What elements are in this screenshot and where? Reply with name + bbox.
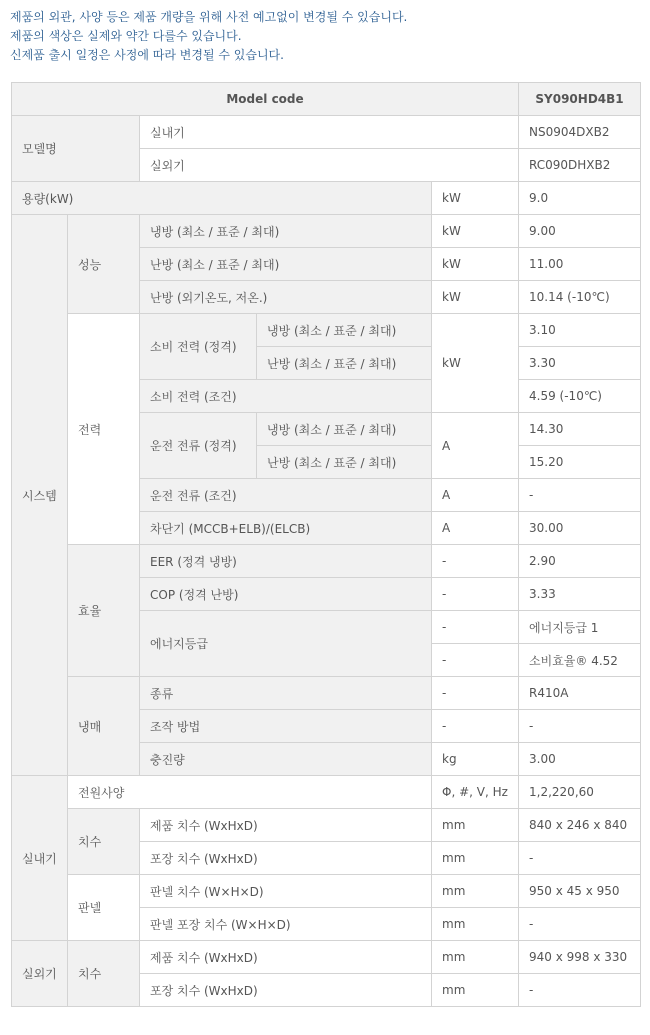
perf-heating-unit: kW [432, 248, 519, 281]
refrigerant-charge-label: 충진량 [140, 743, 432, 776]
consumption-cooling-value: 3.10 [519, 314, 641, 347]
indoor-product-dim-value: 840 x 246 x 840 [519, 809, 641, 842]
current-cooling-value: 14.30 [519, 413, 641, 446]
outdoor-package-dim-unit: mm [432, 974, 519, 1007]
eer-value: 2.90 [519, 545, 641, 578]
energy-efficiency-value: 소비효율® 4.52 [519, 644, 641, 677]
current-cooling-label: 냉방 (최소 / 표준 / 최대) [257, 413, 432, 446]
capacity-unit: kW [432, 182, 519, 215]
refrigerant-charge-value: 3.00 [519, 743, 641, 776]
table-row [12, 545, 641, 578]
indoor-dim-label: 치수 [68, 809, 140, 875]
outdoor-package-dim-label: 포장 치수 (WxHxD) [140, 974, 432, 1007]
consumption-cooling-label: 냉방 (최소 / 표준 / 최대) [257, 314, 432, 347]
indoor-model-value: NS0904DXB2 [519, 116, 641, 149]
performance-label: 성능 [68, 215, 140, 314]
outdoor-unit-label: 실외기 [12, 941, 68, 1007]
table-row [12, 809, 641, 842]
consumption-rated-label: 소비 전력 (정격) [140, 314, 257, 380]
indoor-product-dim-label: 제품 치수 (WxHxD) [140, 809, 432, 842]
perf-cooling-unit: kW [432, 215, 519, 248]
cop-unit: - [432, 578, 519, 611]
table-row [12, 875, 641, 908]
table-header-row [12, 83, 641, 116]
indoor-package-dim-unit: mm [432, 842, 519, 875]
panel-package-value: - [519, 908, 641, 941]
current-cond-label: 운전 전류 (조건) [140, 479, 432, 512]
perf-heating-label: 난방 (최소 / 표준 / 최대) [140, 248, 432, 281]
panel-package-label: 판넬 포장 치수 (W×H×D) [140, 908, 432, 941]
eer-unit: - [432, 545, 519, 578]
breaker-label: 차단기 (MCCB+ELB)/(ELCB) [140, 512, 432, 545]
perf-cooling-value: 9.00 [519, 215, 641, 248]
outdoor-package-dim-value: - [519, 974, 641, 1007]
consumption-unit: kW [432, 314, 519, 413]
panel-size-unit: mm [432, 875, 519, 908]
refrigerant-type-unit: - [432, 677, 519, 710]
table-row [12, 776, 641, 809]
current-heating-label: 난방 (최소 / 표준 / 최대) [257, 446, 432, 479]
indoor-unit-label: 실내기 [12, 776, 68, 941]
indoor-package-dim-label: 포장 치수 (WxHxD) [140, 842, 432, 875]
table-row [12, 215, 641, 248]
table-row [12, 677, 641, 710]
consumption-cond-value: 4.59 (-10℃) [519, 380, 641, 413]
refrigerant-method-unit: - [432, 710, 519, 743]
energy-efficiency-unit: - [432, 644, 519, 677]
cop-label: COP (정격 난방) [140, 578, 432, 611]
energy-grade-label: 에너지등급 [140, 611, 432, 677]
current-cond-unit: A [432, 479, 519, 512]
model-code-value: SY090HD4B1 [519, 83, 641, 116]
panel-size-value: 950 x 45 x 950 [519, 875, 641, 908]
perf-heating-low-label: 난방 (외기온도, 저온.) [140, 281, 432, 314]
outdoor-model-value: RC090DHXB2 [519, 149, 641, 182]
consumption-heating-label: 난방 (최소 / 표준 / 최대) [257, 347, 432, 380]
notice-line: 신제품 출시 일정은 사정에 따라 변경될 수 있습니다. [10, 48, 284, 62]
current-heating-value: 15.20 [519, 446, 641, 479]
model-name-label: 모델명 [12, 116, 140, 182]
current-unit: A [432, 413, 519, 479]
outdoor-product-dim-value: 940 x 998 x 330 [519, 941, 641, 974]
capacity-value: 9.0 [519, 182, 641, 215]
refrigerant-type-value: R410A [519, 677, 641, 710]
outdoor-product-dim-unit: mm [432, 941, 519, 974]
breaker-unit: A [432, 512, 519, 545]
refrigerant-label: 냉매 [68, 677, 140, 776]
power-spec-label: 전원사양 [68, 776, 432, 809]
perf-heating-value: 11.00 [519, 248, 641, 281]
power-label: 전력 [68, 314, 140, 545]
system-label: 시스템 [12, 215, 68, 776]
panel-label: 판넬 [68, 875, 140, 941]
refrigerant-charge-unit: kg [432, 743, 519, 776]
spec-table [11, 82, 641, 1007]
table-row [12, 182, 641, 215]
model-code-header: Model code [12, 83, 519, 116]
consumption-heating-value: 3.30 [519, 347, 641, 380]
notice-line: 제품의 외관, 사양 등은 제품 개량을 위해 사전 예고없이 변경될 수 있습니다. [10, 10, 408, 24]
power-spec-value: 1,2,220,60 [519, 776, 641, 809]
power-spec-unit: Φ, #, V, Hz [432, 776, 519, 809]
notice-block [10, 8, 640, 65]
indoor-product-dim-unit: mm [432, 809, 519, 842]
current-rated-label: 운전 전류 (정격) [140, 413, 257, 479]
panel-size-label: 판넬 치수 (W×H×D) [140, 875, 432, 908]
notice-line: 제품의 색상은 실제와 약간 다를수 있습니다. [10, 29, 242, 43]
refrigerant-type-label: 종류 [140, 677, 432, 710]
table-row [12, 314, 641, 347]
energy-grade-value: 에너지등급 1 [519, 611, 641, 644]
panel-package-unit: mm [432, 908, 519, 941]
energy-grade-unit: - [432, 611, 519, 644]
indoor-model-label: 실내기 [140, 116, 519, 149]
table-row [12, 116, 641, 149]
outdoor-product-dim-label: 제품 치수 (WxHxD) [140, 941, 432, 974]
consumption-cond-label: 소비 전력 (조건) [140, 380, 432, 413]
efficiency-label: 효율 [68, 545, 140, 677]
outdoor-dim-label: 치수 [68, 941, 140, 1007]
perf-heating-low-unit: kW [432, 281, 519, 314]
capacity-label: 용량(kW) [12, 182, 432, 215]
eer-label: EER (정격 냉방) [140, 545, 432, 578]
breaker-value: 30.00 [519, 512, 641, 545]
cop-value: 3.33 [519, 578, 641, 611]
outdoor-model-label: 실외기 [140, 149, 519, 182]
indoor-package-dim-value: - [519, 842, 641, 875]
perf-heating-low-value: 10.14 (-10℃) [519, 281, 641, 314]
current-cond-value: - [519, 479, 641, 512]
refrigerant-method-value: - [519, 710, 641, 743]
perf-cooling-label: 냉방 (최소 / 표준 / 최대) [140, 215, 432, 248]
table-row [12, 941, 641, 974]
refrigerant-method-label: 조작 방법 [140, 710, 432, 743]
